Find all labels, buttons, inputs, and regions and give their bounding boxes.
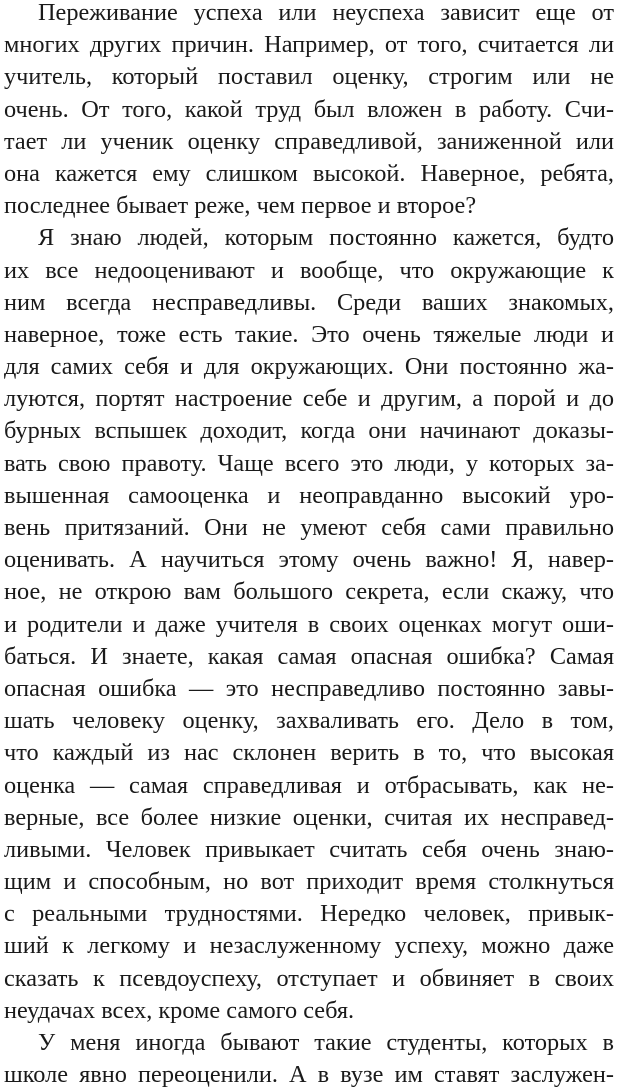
text-line: Переживание успеха или неуспеха зависит еще от (38, 0, 614, 26)
text-line: школе явно переоценили. А в вузе им ставят заслужен- (4, 1061, 614, 1089)
text-line: оценка — самая справедливая и отбрасывать, как не- (4, 771, 614, 799)
text-line: для самих себя и для окружающих. Они постоянно жа- (4, 353, 614, 381)
text-line: очень. От того, какой труд был вложен в работу. Счи- (4, 95, 614, 123)
paragraph-3 (4, 1027, 614, 1091)
text-line: что каждый из нас склонен верить в то, что высокая (4, 739, 614, 767)
text-line: вышенная самооценка и неоправданно высокий уро- (4, 481, 614, 509)
text-line: луются, портят настроение себе и другим, а порой и до (4, 385, 614, 413)
text-line: бурных вспышек доходит, когда они начинают доказы- (4, 417, 614, 445)
text-line: ним всегда несправедливы. Среди ваших знакомых, (4, 288, 614, 316)
text-line: вень притязаний. Они не умеют себя сами правильно (4, 514, 614, 541)
paragraph-2 (4, 222, 614, 1027)
text-line: вать свою правоту. Чаще всего это люди, у которых за- (4, 449, 614, 477)
text-line: щим и способным, но вот приходит время столкнуться (4, 868, 614, 896)
text-line: неудачах всех, кроме самого себя. (4, 996, 355, 1024)
text-line: их все недооценивают и вообще, что окружающие к (4, 256, 614, 284)
text-line: сказать к псевдоуспеху, отступает и обвиняет в своих (4, 964, 614, 992)
text-line: ное, не открою вам большого секрета, если скажу, что (4, 578, 614, 606)
text-line: последнее бывает реже, чем первое и второе? (4, 192, 477, 220)
text-line: Я знаю людей, которым постоянно кажется, будто (38, 224, 614, 252)
text-line: с реальными трудностями. Нередко человек, привык- (4, 900, 614, 928)
text-line: шать человеку оценку, захваливать его. Дело в том, (4, 707, 614, 735)
text-line: учитель, который поставил оценку, строгим или не (4, 63, 614, 91)
text-line: ший к легкому и незаслуженному успеху, можно даже (4, 932, 614, 960)
text-line: верные, все более низкие оценки, считая их несправед- (4, 803, 614, 831)
paragraph-1 (4, 0, 614, 222)
text-line: и родители и даже учителя в своих оценках могут оши- (4, 610, 614, 638)
text-line: опасная ошибка — это несправедливо постоянно завы- (4, 674, 614, 702)
text-line: тает ли ученик оценку справедливой, заниженной или (4, 127, 614, 155)
text-line: баться. И знаете, какая самая опасная ошибка? Самая (4, 642, 614, 670)
text-line: наверное, тоже есть такие. Это очень тяжелые люди и (4, 320, 614, 348)
text-line: ливыми. Человек привыкает считать себя очень знаю- (4, 835, 614, 863)
text-line: она кажется ему слишком высокой. Наверное, ребята, (4, 159, 614, 187)
text-line: оценивать. А научиться этому очень важно! Я, навер- (4, 546, 614, 574)
text-line: многих других причин. Например, от того, считается ли (4, 31, 614, 59)
text-line: У меня иногда бывают такие студенты, которых в (38, 1029, 614, 1056)
